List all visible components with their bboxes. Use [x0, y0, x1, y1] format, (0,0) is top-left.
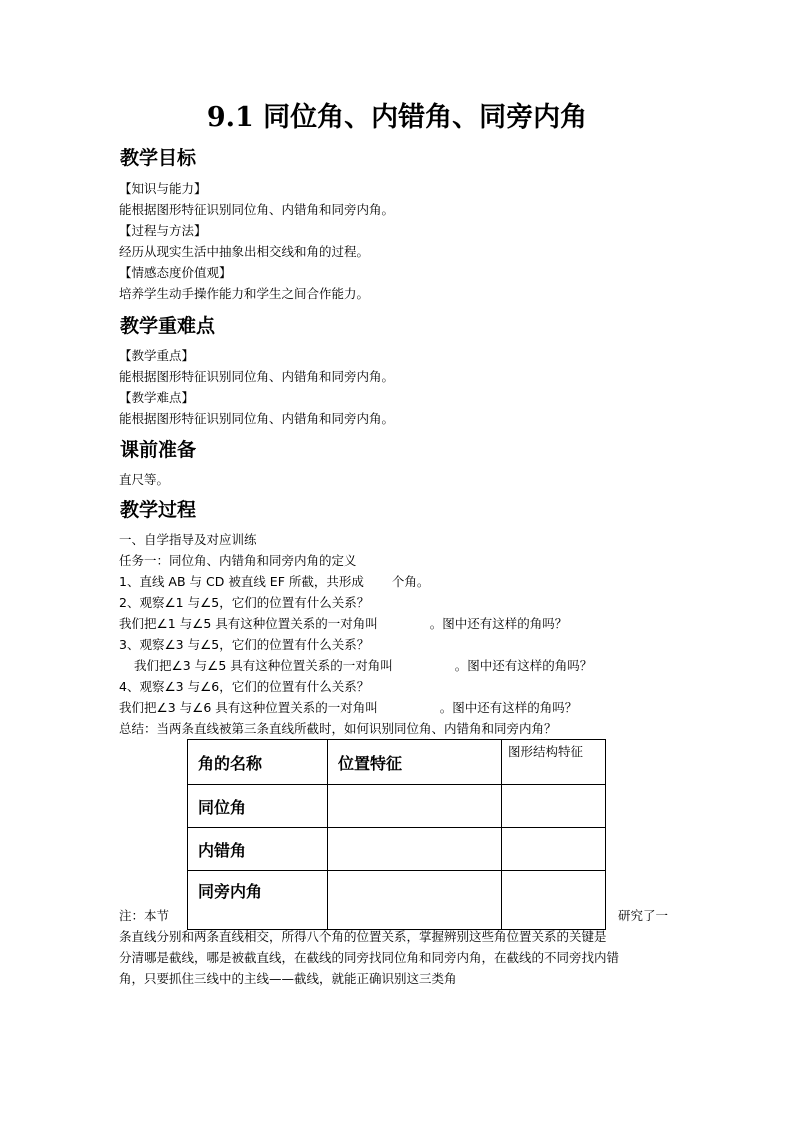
note-line-2: 条直线分别和两条直线相交，所得八个角的位置关系，掌握辨别这些角位置关系的关键是 — [119, 929, 607, 944]
focus-text: 能根据图形特征识别同位角、内错角和同旁内角。 — [119, 369, 395, 384]
cell-empty[interactable] — [328, 871, 502, 930]
knowledge-text: 能根据图形特征识别同位角、内错角和同旁内角。 — [119, 202, 395, 217]
question-1 — [119, 573, 429, 591]
table-row — [188, 828, 606, 871]
page-title: 9.1 同位角、内错角、同旁内角 — [206, 102, 588, 133]
cell-empty[interactable] — [502, 828, 606, 871]
question-4-answer-tail: 。图中还有这样的角吗？ — [439, 700, 578, 715]
cell-empty[interactable] — [502, 785, 606, 828]
cell-empty[interactable] — [502, 871, 606, 930]
question-2-answer — [119, 615, 567, 633]
section-heading-goals: 教学目标 — [120, 147, 197, 169]
prep-text: 直尺等。 — [119, 472, 170, 487]
question-2: 2、观察∠1 与∠5，它们的位置有什么关系？ — [119, 595, 370, 610]
row-label-alternate-interior: 内错角 — [188, 828, 328, 871]
method-label: 【过程与方法】 — [119, 223, 207, 238]
note-start-tail: 研究了一 — [618, 908, 669, 923]
note-line-3: 分清哪是截线，哪是被截直线，在截线的同旁找同位角和同旁内角，在截线的不同旁找内错 — [119, 950, 620, 965]
row-label-corresponding: 同位角 — [188, 785, 328, 828]
angle-summary-table — [187, 739, 606, 930]
question-1-tail: 个角。 — [391, 574, 430, 589]
method-text: 经历从现实生活中抽象出相交线和角的过程。 — [119, 244, 370, 259]
difficulty-label: 【教学难点】 — [119, 390, 195, 405]
question-3-answer-text: 我们把∠3 与∠5 具有这种位置关系的一对角叫 — [134, 658, 393, 673]
process-line-1: 一、自学指导及对应训练 — [119, 532, 257, 547]
knowledge-label: 【知识与能力】 — [119, 181, 207, 196]
section-heading-prep: 课前准备 — [120, 439, 197, 461]
question-4-answer-text: 我们把∠3 与∠6 具有这种位置关系的一对角叫 — [119, 700, 378, 715]
question-4: 4、观察∠3 与∠6，它们的位置有什么关系？ — [119, 679, 370, 694]
question-4-answer — [119, 699, 577, 717]
focus-label: 【教学重点】 — [119, 348, 195, 363]
question-3-answer — [134, 657, 592, 675]
process-line-2: 任务一：同位角、内错角和同旁内角的定义 — [119, 553, 357, 568]
emotion-label: 【情感态度价值观】 — [119, 265, 232, 280]
table-header-row — [188, 740, 606, 785]
question-2-answer-tail: 。图中还有这样的角吗？ — [429, 616, 568, 631]
header-structure-feature: 图形结构特征 — [502, 740, 606, 785]
table-row — [188, 871, 606, 930]
header-angle-name: 角的名称 — [188, 740, 328, 785]
cell-empty[interactable] — [328, 785, 502, 828]
question-2-answer-text: 我们把∠1 与∠5 具有这种位置关系的一对角叫 — [119, 616, 378, 631]
section-heading-process: 教学过程 — [120, 499, 197, 521]
question-3: 3、观察∠3 与∠5，它们的位置有什么关系？ — [119, 637, 370, 652]
table-row — [188, 785, 606, 828]
question-1-text: 1、直线 AB 与 CD 被直线 EF 所截，共形成 — [119, 574, 364, 589]
header-position-feature: 位置特征 — [328, 740, 502, 785]
difficulty-text: 能根据图形特征识别同位角、内错角和同旁内角。 — [119, 411, 395, 426]
question-3-answer-tail: 。图中还有这样的角吗？ — [454, 658, 593, 673]
note-line-4: 角，只要抓住三线中的主线——截线，就能正确识别这三类角 — [119, 971, 457, 986]
note-start: 注：本节 — [119, 908, 170, 923]
section-heading-key-points: 教学重难点 — [120, 315, 216, 337]
emotion-text: 培养学生动手操作能力和学生之间合作能力。 — [119, 286, 370, 301]
summary-question: 总结：当两条直线被第三条直线所截时，如何识别同位角、内错角和同旁内角？ — [119, 721, 557, 736]
row-label-consecutive-interior: 同旁内角 — [188, 871, 328, 930]
cell-empty[interactable] — [328, 828, 502, 871]
